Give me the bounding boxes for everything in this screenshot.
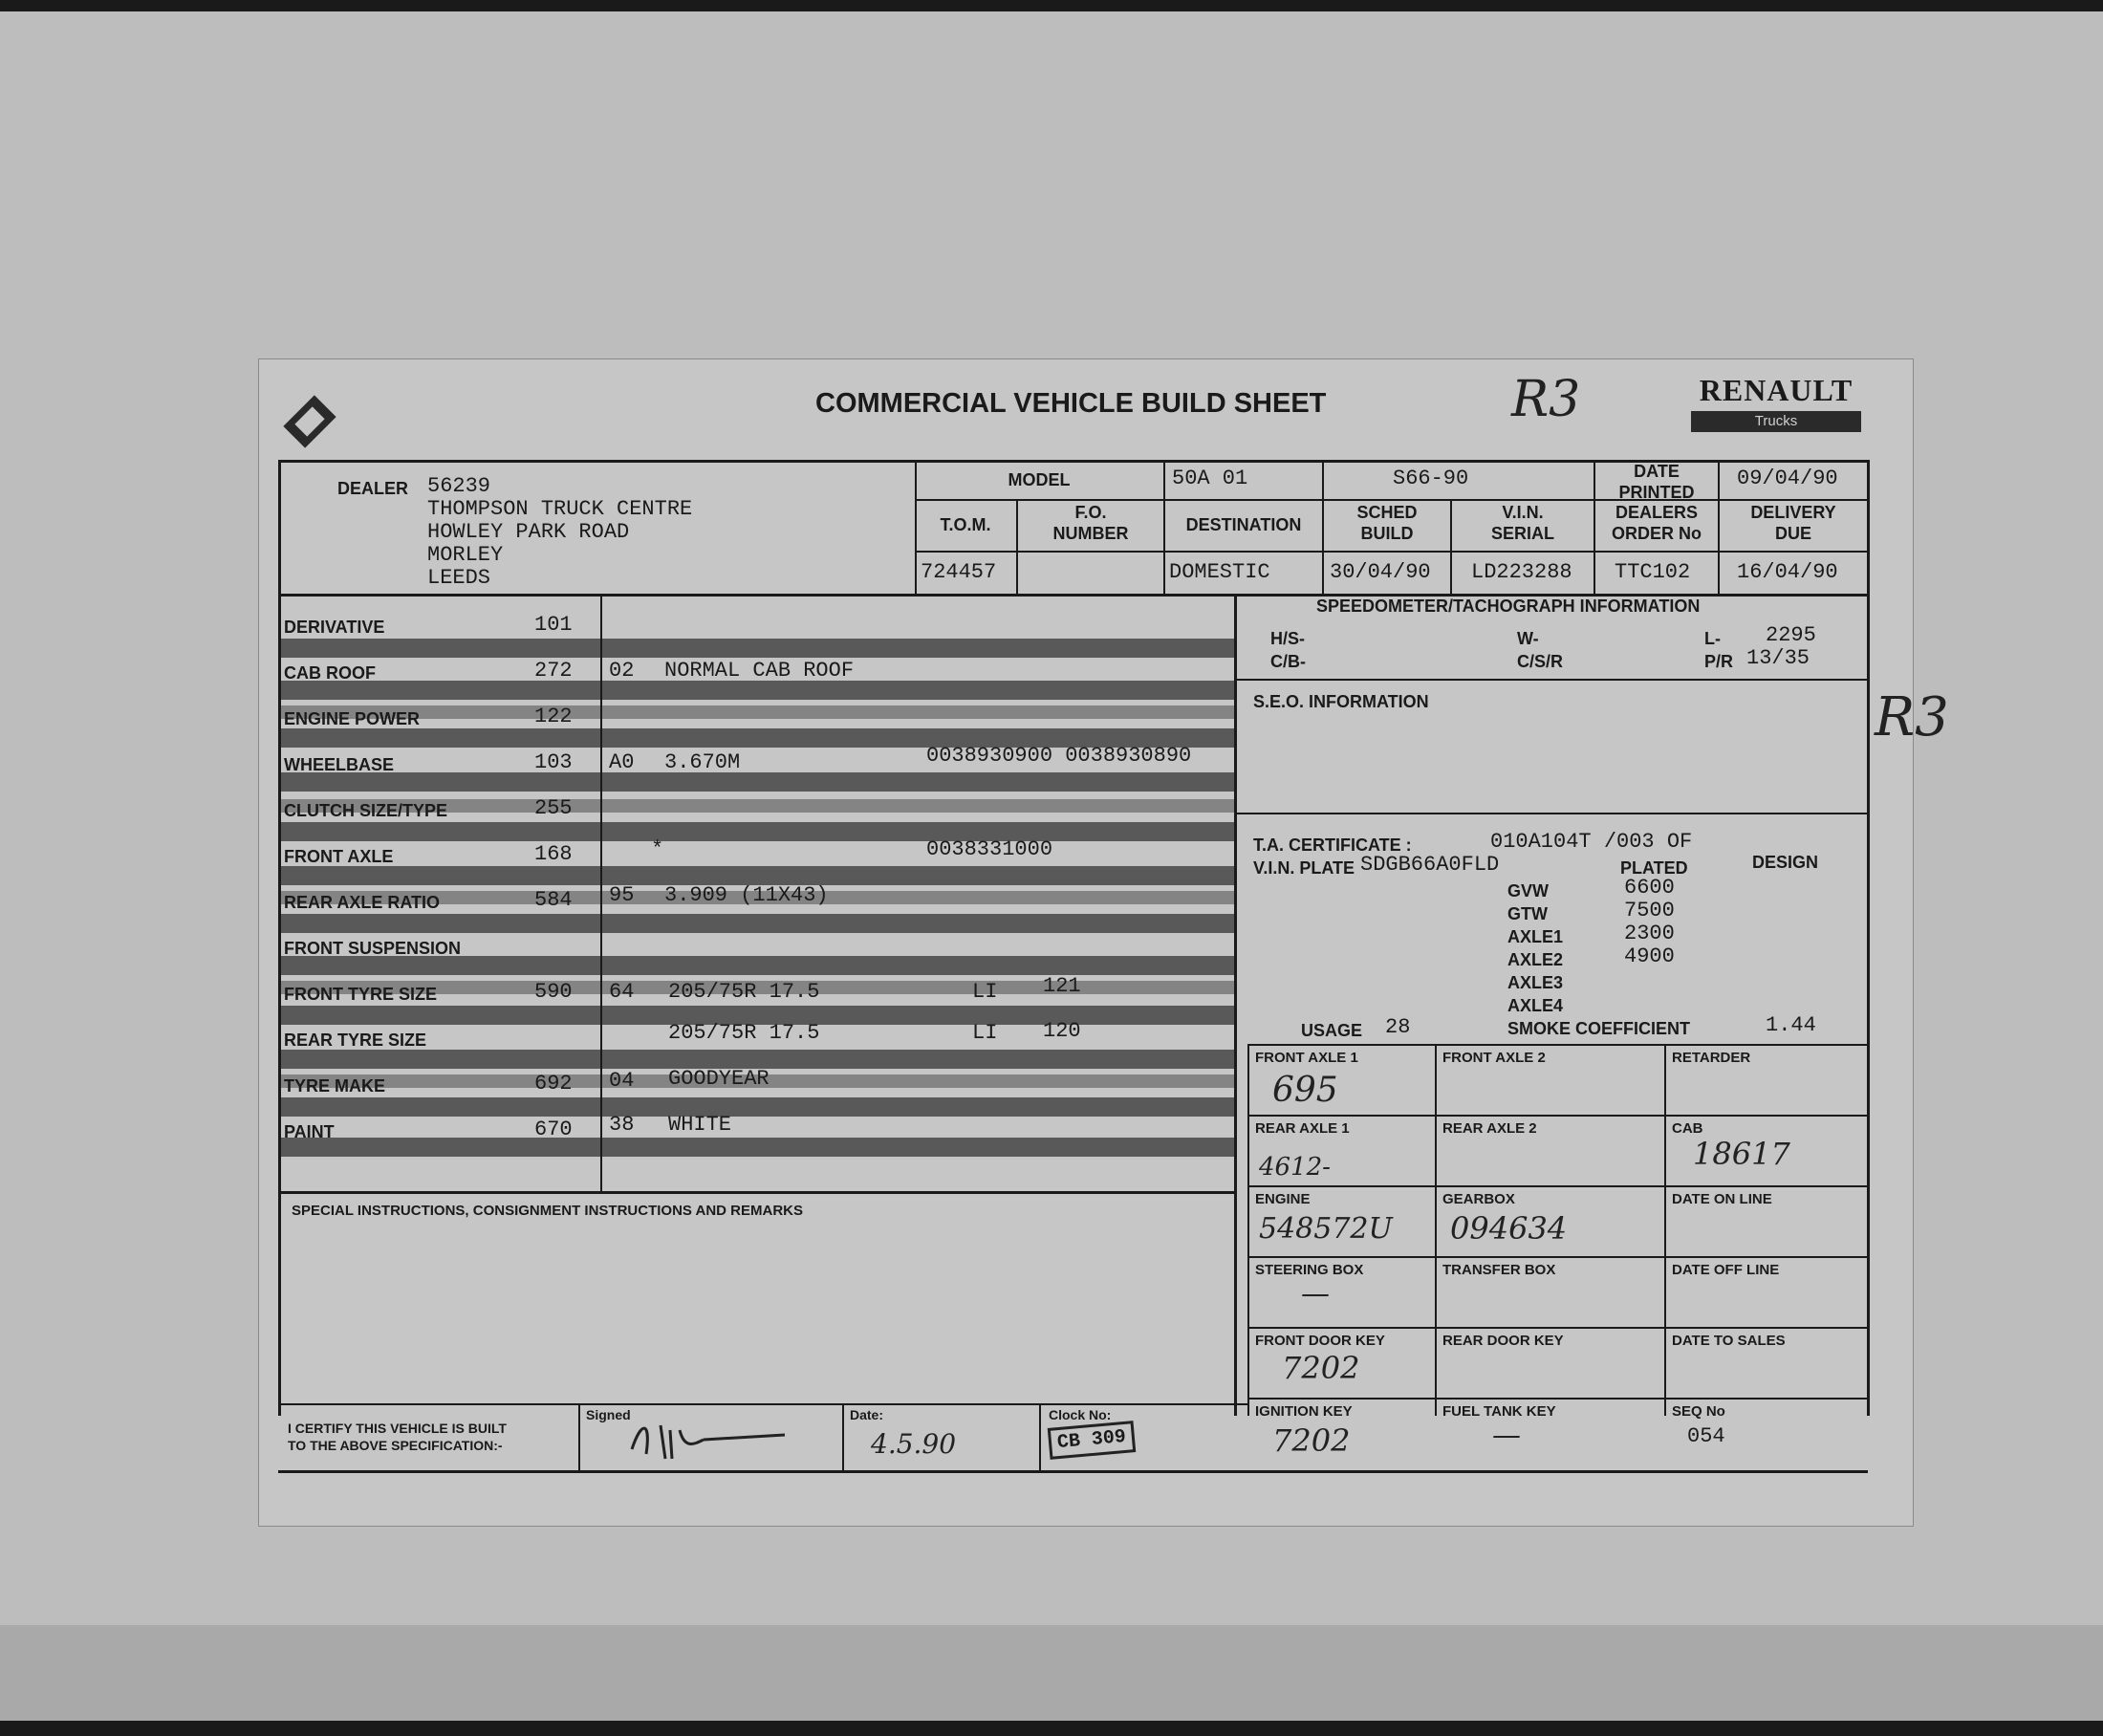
clock-no-stamp: CB 309 bbox=[1048, 1421, 1137, 1460]
ta-axle1-label: AXLE1 bbox=[1507, 927, 1564, 946]
steering-box-label: STEERING BOX bbox=[1255, 1262, 1364, 1278]
spec-label-wheelbase: WHEELBASE bbox=[284, 755, 395, 774]
spec-label-clutch: CLUTCH SIZE/TYPE bbox=[284, 801, 448, 820]
spec-opt-tyre-make: 04 bbox=[609, 1069, 635, 1093]
dealer-address-2: MORLEY bbox=[427, 543, 504, 567]
date-label: Date: bbox=[850, 1407, 884, 1422]
signature-image bbox=[613, 1411, 804, 1468]
spec-label-derivative: DERIVATIVE bbox=[284, 618, 385, 637]
speedo-pr-value: 13/35 bbox=[1746, 646, 1810, 670]
photo-background bbox=[0, 1625, 2103, 1721]
front-axle1-value: 695 bbox=[1272, 1071, 1338, 1110]
ta-axle3-label: AXLE3 bbox=[1507, 973, 1564, 992]
renault-logo-word: RENAULT bbox=[1699, 373, 1854, 407]
dealer-code: 56239 bbox=[427, 474, 491, 498]
certify-text-1: I CERTIFY THIS VEHICLE IS BUILT bbox=[288, 1421, 507, 1436]
speedo-pr-label: P/R bbox=[1704, 652, 1734, 671]
spec-label-cab-roof: CAB ROOF bbox=[284, 663, 376, 683]
photo-frame-bottom bbox=[0, 1721, 2103, 1736]
spec-label-engine-power: ENGINE POWER bbox=[284, 709, 421, 728]
seq-no-label: SEQ No bbox=[1672, 1403, 1725, 1420]
steering-box-value: — bbox=[1301, 1277, 1330, 1311]
remarks-title: SPECIAL INSTRUCTIONS, CONSIGNMENT INSTRUCTIONS AND REMARKS bbox=[292, 1203, 804, 1219]
spec-opt-front-tyre-size: 64 bbox=[609, 980, 635, 1004]
spec-desc-tyre-make: GOODYEAR bbox=[668, 1067, 770, 1091]
seo-title: S.E.O. INFORMATION bbox=[1253, 692, 1429, 711]
sched-build-label: SCHED BUILD bbox=[1356, 503, 1418, 543]
spec-label-tyre-make: TYRE MAKE bbox=[284, 1076, 386, 1096]
gearbox-value: 094634 bbox=[1450, 1210, 1568, 1247]
speedo-csr-label: C/S/R bbox=[1517, 652, 1564, 671]
engine-value: 548572U bbox=[1259, 1212, 1393, 1246]
delivery-due-value: 16/04/90 bbox=[1737, 560, 1838, 584]
speedo-cb-label: C/B- bbox=[1270, 652, 1306, 671]
speedo-w-label: W- bbox=[1517, 629, 1539, 648]
ta-smoke-label: SMOKE COEFFICIENT bbox=[1507, 1019, 1691, 1038]
model-code: S66-90 bbox=[1393, 467, 1469, 490]
ta-axle2-value: 4900 bbox=[1624, 944, 1675, 968]
renault-diamond-icon bbox=[283, 395, 336, 447]
spec-part-wheelbase: 0038930900 0038930890 bbox=[926, 744, 1192, 768]
spec-opt-rear-axle-ratio: 95 bbox=[609, 883, 635, 907]
spec-label-rear-axle-ratio: REAR AXLE RATIO bbox=[284, 893, 441, 912]
spec-label-front-tyre-size: FRONT TYRE SIZE bbox=[284, 985, 438, 1004]
front-axle2-label: FRONT AXLE 2 bbox=[1442, 1050, 1546, 1066]
spec-code-front-axle: 168 bbox=[534, 842, 573, 866]
vin-serial-value: LD223288 bbox=[1471, 560, 1572, 584]
spec-label-paint: PAINT bbox=[284, 1122, 335, 1141]
front-axle1-label: FRONT AXLE 1 bbox=[1255, 1050, 1358, 1066]
spec-desc-paint: WHITE bbox=[668, 1113, 732, 1137]
renault-logo bbox=[1689, 373, 1863, 436]
date-off-line-label: DATE OFF LINE bbox=[1672, 1262, 1780, 1278]
spec-li-label-front-tyre: LI bbox=[972, 980, 998, 1004]
fo-number-label: F.O. NUMBER bbox=[1052, 503, 1129, 543]
date-printed-label: DATE PRINTED bbox=[1618, 462, 1695, 502]
cab-value: 18617 bbox=[1693, 1136, 1790, 1172]
rear-axle2-label: REAR AXLE 2 bbox=[1442, 1120, 1537, 1137]
ta-plated-label: PLATED bbox=[1620, 858, 1688, 878]
spec-code-front-tyre-size: 590 bbox=[534, 980, 573, 1004]
ta-axle1-value: 2300 bbox=[1624, 922, 1675, 945]
spec-desc-wheelbase: 3.670M bbox=[664, 750, 741, 774]
side-handwritten-mark: R3 bbox=[1875, 686, 1949, 749]
ta-gtw-value: 7500 bbox=[1624, 899, 1675, 922]
date-to-sales-label: DATE TO SALES bbox=[1672, 1333, 1786, 1349]
ta-vin-plate-value: SDGB66A0FLD bbox=[1360, 853, 1500, 877]
ta-design-label: DESIGN bbox=[1752, 853, 1819, 872]
spec-opt-cab-roof: 02 bbox=[609, 659, 635, 683]
dealers-order-label: DEALERS ORDER No bbox=[1612, 503, 1702, 543]
build-sheet bbox=[258, 358, 1949, 1527]
front-door-key-value: 7202 bbox=[1282, 1350, 1360, 1386]
rear-door-key-label: REAR DOOR KEY bbox=[1442, 1333, 1564, 1349]
ta-gvw-value: 6600 bbox=[1624, 876, 1675, 900]
date-on-line-label: DATE ON LINE bbox=[1672, 1191, 1772, 1207]
signed-label: Signed bbox=[586, 1407, 631, 1422]
spec-opt-paint: 38 bbox=[609, 1113, 635, 1137]
speedo-l-label: L- bbox=[1704, 629, 1721, 648]
model-label: MODEL bbox=[1008, 470, 1071, 489]
sched-build-value: 30/04/90 bbox=[1330, 560, 1431, 584]
spec-desc-rear-axle-ratio: 3.909 (11X43) bbox=[664, 883, 829, 907]
spec-desc-front-axle: * bbox=[651, 837, 664, 861]
fuel-tank-key-label: FUEL TANK KEY bbox=[1442, 1403, 1556, 1420]
spec-code-wheelbase: 103 bbox=[534, 750, 573, 774]
speedo-l-value: 2295 bbox=[1766, 623, 1816, 647]
tom-label: T.O.M. bbox=[940, 515, 991, 534]
date-printed-value: 09/04/90 bbox=[1737, 467, 1838, 490]
clock-no-label: Clock No: bbox=[1049, 1407, 1112, 1422]
front-door-key-label: FRONT DOOR KEY bbox=[1255, 1333, 1385, 1349]
rear-axle1-label: REAR AXLE 1 bbox=[1255, 1120, 1350, 1137]
engine-label: ENGINE bbox=[1255, 1191, 1311, 1207]
dealer-address-1: HOWLEY PARK ROAD bbox=[427, 520, 630, 544]
spec-code-engine-power: 122 bbox=[534, 705, 573, 728]
handwritten-mark: R3 bbox=[1511, 371, 1581, 428]
spec-desc-cab-roof: NORMAL CAB ROOF bbox=[664, 659, 855, 683]
vin-serial-label: V.I.N. SERIAL bbox=[1490, 503, 1554, 543]
ta-cert-value: 010A104T /003 OF bbox=[1490, 830, 1693, 854]
dealer-address-3: LEEDS bbox=[427, 566, 491, 590]
destination-value: DOMESTIC bbox=[1169, 560, 1270, 584]
spec-li-rear-tyre: 120 bbox=[1043, 1019, 1081, 1043]
cab-label: CAB bbox=[1672, 1120, 1703, 1137]
ta-usage-label: USAGE bbox=[1301, 1021, 1363, 1040]
retarder-label: RETARDER bbox=[1672, 1050, 1751, 1066]
spec-opt-wheelbase: A0 bbox=[609, 750, 635, 774]
fuel-tank-key-value: — bbox=[1492, 1419, 1521, 1452]
spec-code-clutch: 255 bbox=[534, 796, 573, 820]
spec-li-label-rear-tyre: LI bbox=[972, 1021, 998, 1045]
spec-desc-rear-tyre-size: 205/75R 17.5 bbox=[668, 1021, 820, 1045]
spec-code-tyre-make: 692 bbox=[534, 1072, 573, 1096]
destination-label: DESTINATION bbox=[1185, 515, 1302, 534]
spec-code-cab-roof: 272 bbox=[534, 659, 573, 683]
ta-gtw-label: GTW bbox=[1507, 904, 1548, 923]
dealer-label: DEALER bbox=[337, 479, 409, 498]
ta-axle4-label: AXLE4 bbox=[1507, 996, 1564, 1015]
ta-smoke-value: 1.44 bbox=[1766, 1013, 1816, 1037]
ta-vin-plate-label: V.I.N. PLATE bbox=[1253, 858, 1355, 878]
certify-text-2: TO THE ABOVE SPECIFICATION:- bbox=[288, 1438, 503, 1453]
spec-code-rear-axle-ratio: 584 bbox=[534, 888, 573, 912]
dealer-name: THOMPSON TRUCK CENTRE bbox=[427, 497, 693, 521]
ignition-key-label: IGNITION KEY bbox=[1255, 1403, 1353, 1420]
spec-label-front-suspension: FRONT SUSPENSION bbox=[284, 939, 462, 958]
ta-axle2-label: AXLE2 bbox=[1507, 950, 1564, 969]
sheet-title: COMMERCIAL VEHICLE BUILD SHEET bbox=[815, 388, 1327, 419]
spec-code-paint: 670 bbox=[534, 1118, 573, 1141]
speedo-title: SPEEDOMETER/TACHOGRAPH INFORMATION bbox=[1316, 597, 1701, 616]
model-value: 50A 01 bbox=[1172, 467, 1248, 490]
spec-part-front-axle: 0038331000 bbox=[926, 837, 1053, 861]
date-value: 4.5.90 bbox=[871, 1428, 957, 1460]
spec-label-rear-tyre-size: REAR TYRE SIZE bbox=[284, 1031, 427, 1050]
rear-axle1-value: 4612- bbox=[1259, 1153, 1331, 1182]
seq-no-value: 054 bbox=[1687, 1424, 1725, 1448]
speedo-hs-label: H/S- bbox=[1270, 629, 1305, 648]
transfer-box-label: TRANSFER BOX bbox=[1442, 1262, 1556, 1278]
ta-gvw-label: GVW bbox=[1507, 881, 1549, 901]
spec-desc-front-tyre-size: 205/75R 17.5 bbox=[668, 980, 820, 1004]
dealers-order-value: TTC102 bbox=[1615, 560, 1691, 584]
ta-usage-value: 28 bbox=[1385, 1015, 1411, 1039]
gearbox-label: GEARBOX bbox=[1442, 1191, 1515, 1207]
delivery-due-label: DELIVERY DUE bbox=[1750, 503, 1836, 543]
tom-value: 724457 bbox=[921, 560, 997, 584]
renault-logo-sub: Trucks bbox=[1691, 411, 1861, 432]
ta-cert-label: T.A. CERTIFICATE : bbox=[1253, 835, 1412, 855]
ignition-key-value: 7202 bbox=[1272, 1422, 1351, 1459]
photo-frame-top bbox=[0, 0, 2103, 11]
spec-li-front-tyre: 121 bbox=[1043, 974, 1081, 998]
spec-code-derivative: 101 bbox=[534, 613, 573, 637]
spec-label-front-axle: FRONT AXLE bbox=[284, 847, 394, 866]
